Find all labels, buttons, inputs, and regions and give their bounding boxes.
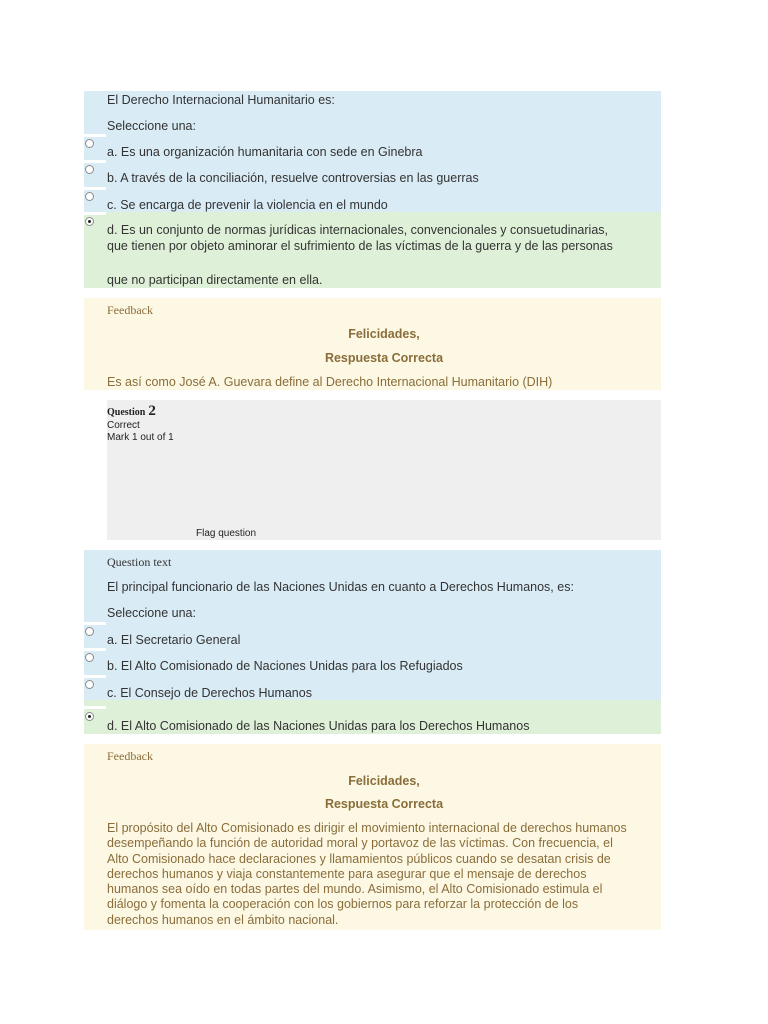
q2-feedback-heading: Feedback (107, 749, 153, 763)
q2-state: Correct (107, 420, 140, 431)
q2-feedback-line: humanos sea oído en todas partes del mundo. Asimismo, el Alto Comisionado estimula el (107, 882, 603, 897)
q2-option-b-radio[interactable] (85, 653, 94, 662)
q1-option-b-label[interactable]: b. A través de la conciliación, resuelve controversias en las guerras (107, 171, 479, 185)
q2-feedback-line: desempeñando la función de autoridad moral y portavoz de las víctimas. Con frecuencia, el (107, 836, 613, 851)
q2-option-a-notch (84, 622, 106, 625)
q1-option-a-radio[interactable] (85, 139, 94, 148)
q2-option-c-radio[interactable] (85, 680, 94, 689)
q2-info-panel (107, 400, 661, 540)
q1-option-c-radio[interactable] (85, 192, 94, 201)
q2-mark: Mark 1 out of 1 (107, 432, 174, 443)
q2-option-d-notch (84, 706, 106, 709)
q2-feedback-line: derechos humanos en el ámbito nacional. (107, 912, 339, 927)
q2-feedback-text (107, 821, 661, 928)
q2-option-d-radio[interactable] (85, 712, 94, 721)
q2-question-label (107, 403, 156, 420)
q1-option-b-radio[interactable] (85, 165, 94, 174)
q1-select-prompt: Seleccione una: (107, 119, 196, 133)
q2-question-number: 2 (148, 403, 156, 419)
q2-question-text: El principal funcionario de las Naciones Unidas en cuanto a Derechos Humanos, es: (107, 580, 574, 594)
q1-question-text: El Derecho Internacional Humanitario es: (107, 93, 335, 107)
q2-option-b-label[interactable]: b. El Alto Comisionado de Naciones Unidas para los Refugiados (107, 659, 463, 673)
q1-option-c-notch (84, 187, 106, 190)
q2-feedback-line: derechos humanos y viaja constantemente para asegurar que el mensaje de derechos (107, 866, 587, 881)
q1-option-b-notch (84, 160, 106, 163)
q2-option-d-label[interactable]: d. El Alto Comisionado de las Naciones Unidas para los Derechos Humanos (107, 719, 530, 733)
q2-option-b-notch (84, 648, 106, 651)
q1-feedback-title1: Felicidades, (348, 327, 420, 341)
q2-option-a-label[interactable]: a. El Secretario General (107, 633, 241, 647)
q2-flag-question[interactable]: Flag question (196, 528, 257, 539)
q1-feedback-heading: Feedback (107, 303, 153, 317)
q1-option-c-label[interactable]: c. Se encarga de prevenir la violencia en el mundo (107, 198, 388, 212)
q1-option-a-label[interactable]: a. Es una organización humanitaria con sede en Ginebra (107, 145, 423, 159)
q2-question-text-label: Question text (107, 555, 172, 569)
q1-option-d-notch (84, 212, 106, 215)
q1-feedback-text: Es así como José A. Guevara define al Derecho Internacional Humanitario (DIH) (107, 375, 553, 389)
q2-feedback-title2: Respuesta Correcta (324, 797, 444, 811)
q1-option-d-label-line3[interactable]: que no participan directamente en ella. (107, 273, 323, 287)
q2-option-a-radio[interactable] (85, 627, 94, 636)
q2-question-word: Question (107, 407, 146, 418)
q2-feedback-line: Alto Comisionado hace declaraciones y llamamientos públicos cuando se desatan crisis de (107, 851, 611, 866)
q1-option-d-label-line1[interactable]: d. Es un conjunto de normas jurídicas internacionales, convencionales y consuetudinarias, (107, 223, 608, 237)
q2-select-prompt: Seleccione una: (107, 606, 196, 620)
q2-feedback-line: diálogo y fomenta la cooperación con los gobiernos para reforzar la protección de los (107, 897, 579, 912)
q1-feedback-title2: Respuesta Correcta (324, 351, 444, 365)
q2-question-area (84, 550, 661, 700)
q1-option-d-radio[interactable] (85, 217, 94, 226)
q2-option-c-notch (84, 675, 106, 678)
q2-feedback-title1: Felicidades, (348, 774, 420, 788)
q1-option-d-label-line2[interactable]: que tienen por objeto aminorar el sufrimiento de las víctimas de la guerra y de las personas (107, 239, 613, 253)
q1-option-a-notch (84, 134, 106, 137)
q2-option-c-label[interactable]: c. El Consejo de Derechos Humanos (107, 686, 312, 700)
q2-feedback-line: El propósito del Alto Comisionado es dirigir el movimiento internacional de derechos humanos (107, 821, 627, 835)
